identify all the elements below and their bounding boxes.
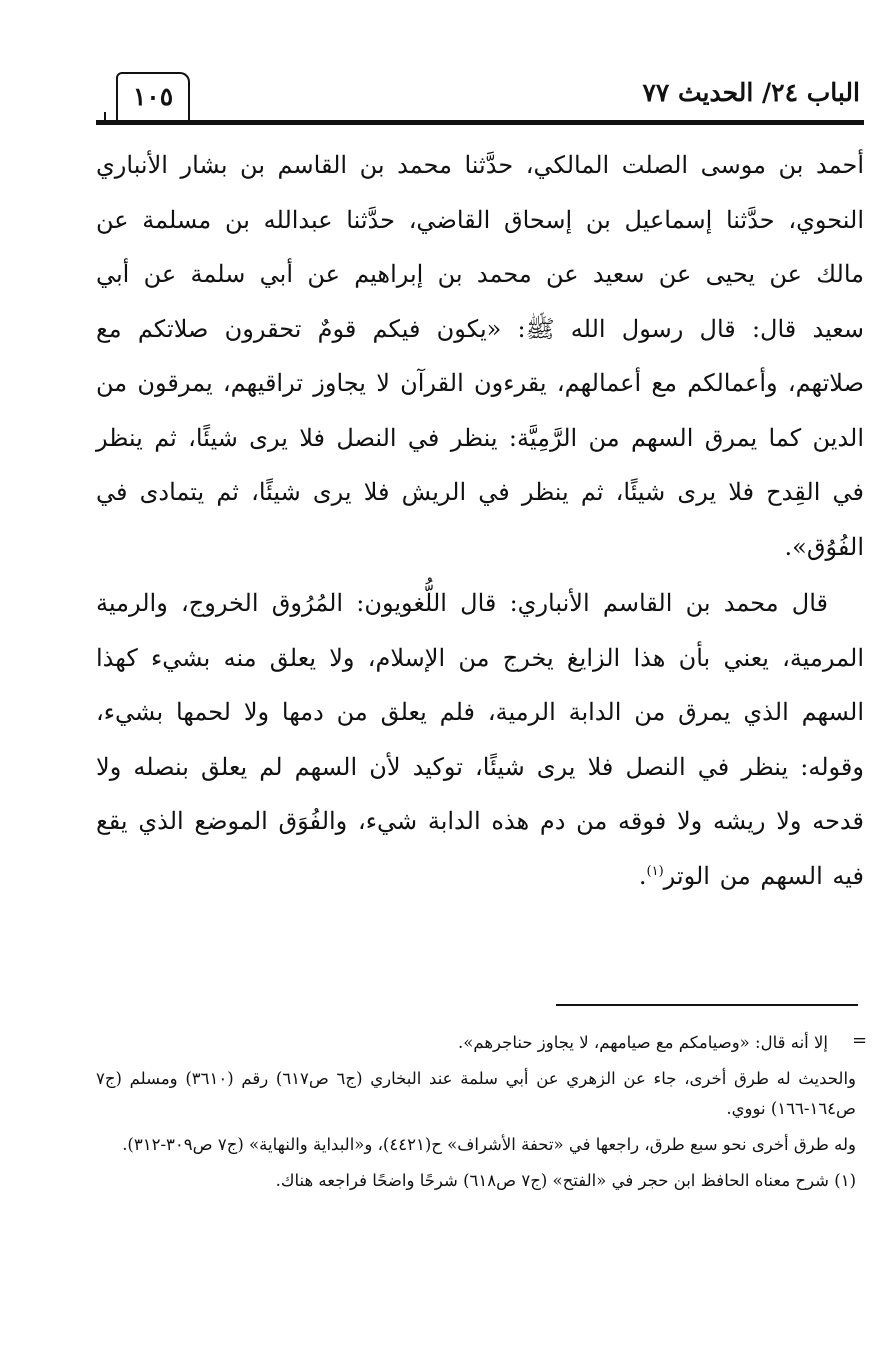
footnote-bukhari: والحديث له طرق أخرى، جاء عن الزهري عن أبي سلمة عند البخاري (ج٦ ص٦١٧) رقم (٣٦١٠) ومسلم (ج٧ ص١٦٤-١٦٦) نووي. xyxy=(96,1069,856,1118)
footnote-reference: (١) xyxy=(646,863,664,879)
hadith-paragraph: أحمد بن موسى الصلت المالكي، حدَّثنا محمد بن القاسم بن بشار الأنباري النحوي، حدَّثنا إسماعيل بن إسحاق القاضي، حدَّثنا عبدالله بن مسلمة عن مالك عن يحيى عن سعيد عن محمد بن إبراهيم عن أبي سلمة عن أبي سعيد قال: قال رسول الله ﷺ: «يكون فيكم قومٌ تحقرون صلاتكم مع صلاتهم، وأعمالكم مع أعمالهم، يقرءون القرآن لا يجاوز تراقيهم، يمرقون من الدين كما يمرق السهم من الرَّمِيَّة: ينظر في النصل فلا يرى شيئًا، ثم ينظر في القِدح فلا يرى شيئًا، ثم ينظر في الريش فلا يرى شيئًا، ثم يتمادى في الفُوُق». xyxy=(96,151,864,561)
commentary-text: قال محمد بن القاسم الأنباري: قال اللُّغويون: المُرُوق الخروج، والرمية المرمية، يعني بأن هذا الزايغ يخرج من الإسلام، ولا يعلق منه بشيء كهذا السهم الذي يمرق من الدابة الرمية، فلم يعلق من دمها ولا لحمها بشيء، وقوله: ينظر في النصل فلا يرى شيئًا، توكيد لأن السهم لم يعلق بنصله ولا قدحه ولا ريشه ولا فوقه من دم هذه الدابة شيء، والفُوَق الموضع الذي يقع فيه السهم من الوتر xyxy=(96,589,864,890)
footnote-separator xyxy=(556,1004,858,1006)
footnote-continued: إلا أنه قال: «وصيامكم مع صيامهم، لا يجاوز حناجرهم». xyxy=(458,1033,828,1052)
footnotes xyxy=(96,1028,856,1202)
header-rule xyxy=(96,120,864,125)
footnote-continuation-mark: = xyxy=(852,1030,868,1051)
footnote-other-routes: وله طرق أخرى نحو سبع طرق، راجعها في «تحفة الأشراف» ح(٤٤٢١)، و«البداية والنهاية» (ج٧ ص٣٠٩-٣١٢). xyxy=(122,1135,856,1154)
page-number: ١٠٥ xyxy=(132,82,174,111)
main-text xyxy=(96,138,864,903)
footnote-1: (١) شرح معناه الحافظ ابن حجر في «الفتح» (ج٧ ص٦١٨) شرحًا واضحًا فراجعه هناك. xyxy=(275,1171,856,1190)
chapter-title: الباب ٢٤/ الحديث ٧٧ xyxy=(642,78,860,107)
running-header xyxy=(96,72,864,130)
page-box-notch xyxy=(104,112,120,120)
commentary-paragraph xyxy=(96,576,864,903)
page-number-box xyxy=(116,72,190,122)
sentence-end: . xyxy=(638,861,647,890)
